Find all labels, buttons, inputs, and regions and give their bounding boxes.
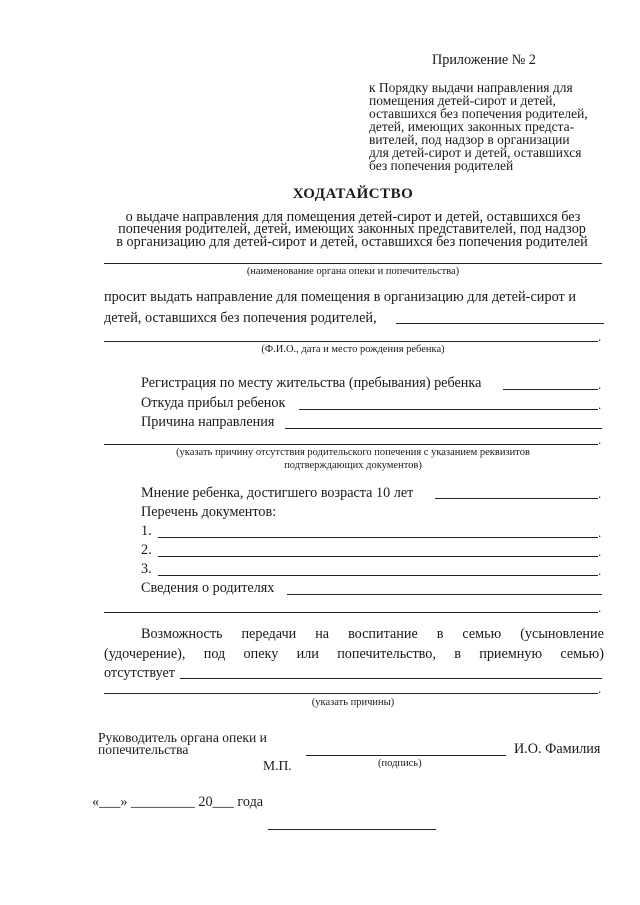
appendix-ref-line: детей, имеющих законных предста- [369, 119, 575, 134]
registration-label: Регистрация по месту жительства (пребывания) ребенка [141, 375, 482, 391]
appendix-ref-line: вителей, под надзор в организации [369, 132, 570, 147]
document-item-number: 2. [141, 542, 152, 558]
parents-field[interactable] [287, 594, 602, 595]
appendix-ref-line: без попечения родителей [369, 158, 514, 173]
arrived-from-label: Откуда прибыл ребенок [141, 395, 286, 411]
reasons-caption: (указать причины) [311, 697, 395, 708]
subtitle-line: в организацию для детей-сирот и детей, оставшихся без попечения родителей [116, 234, 588, 250]
document-item-number: 3. [141, 561, 152, 577]
reason-continuation-field[interactable] [104, 444, 598, 445]
head-title-line-1: Руководитель органа опеки и [98, 730, 267, 745]
opinion-field[interactable] [435, 498, 598, 499]
reason-caption-1: (указать причину отсутствия родительского попечения с указанием реквизитов [176, 447, 530, 458]
appendix-title: Приложение № 2 [432, 52, 536, 68]
request-continuation-field[interactable] [396, 323, 604, 324]
signature-caption: (подпись) [378, 758, 422, 769]
bottom-rule [268, 829, 436, 830]
appendix-ref-line: для детей-сирот и детей, оставшихся [369, 145, 582, 160]
reason-field[interactable] [285, 428, 602, 429]
parents-label: Сведения о родителях [141, 580, 275, 596]
document-item-field[interactable] [158, 575, 598, 576]
request-line-1: просит выдать направление для помещения в организацию для детей-сирот и [104, 289, 577, 305]
reason-caption-2: подтверждающих документов) [284, 460, 422, 471]
documents-label: Перечень документов: [141, 504, 277, 520]
family-reason-continuation-field[interactable] [104, 693, 598, 694]
family-line-1: Возможность передачи на воспитание в семью (усыновление [141, 626, 604, 642]
date-day-blank[interactable]: ___ [99, 794, 121, 810]
reason-label: Причина направления [141, 414, 275, 430]
date-month-blank[interactable]: _________ [131, 794, 195, 810]
signature-field[interactable] [306, 755, 506, 756]
appendix-ref-line: помещения детей-сирот и детей, [369, 93, 556, 108]
document-item-number: 1. [141, 523, 152, 539]
head-title-line-2: попечительства [98, 742, 189, 757]
parents-continuation-field[interactable] [104, 612, 598, 613]
document-item-field[interactable] [158, 556, 598, 557]
opinion-label: Мнение ребенка, достигшего возраста 10 лет [141, 485, 414, 501]
subtitle-line: о выдаче направления для помещения детей-сирот и детей, оставшихся без [125, 209, 581, 225]
appendix-ref-line: оставшихся без попечения родителей, [369, 106, 588, 121]
document-title: ХОДАТАЙСТВО [292, 186, 414, 202]
subtitle-line: попечения родителей, детей, имеющих законных представителей, под надзор [118, 221, 586, 237]
arrived-from-field[interactable] [299, 409, 598, 410]
family-line-3: отсутствует [104, 665, 175, 681]
child-info-caption: (Ф.И.О., дата и место рождения ребенка) [261, 344, 445, 355]
date-line[interactable]: «___» _________ 20___ года [92, 794, 264, 810]
stamp-label: М.П. [263, 758, 292, 773]
registration-field[interactable] [503, 389, 598, 390]
family-reason-field[interactable] [180, 678, 602, 679]
authority-caption: (наименование органа опеки и попечительства) [246, 266, 460, 277]
official-name: И.О. Фамилия [514, 741, 601, 757]
appendix-ref-line: к Порядку выдачи направления для [369, 80, 573, 95]
request-line-2: детей, оставшихся без попечения родителей, [104, 310, 377, 326]
date-year-blank[interactable]: ___ [212, 794, 234, 810]
document-page: Приложение № 2 к Порядку выдачи направления для помещения детей-сирот и детей, оставшихся без попечения родителей, детей, имеющих законных предста- вителей, под надзор в организации для детей-сирот и детей, оставшихся без попечения родителей ХОДАТАЙСТВО о выдаче направления для помещения детей-сирот и детей, оставшихся без попечения родителей, детей, имеющих законных представителей, под надзор в организацию для детей-сирот и детей, оставшихся без попечения родителей (наименование органа опеки и попечительства) просит выдать направление для помещения в организацию для детей-сирот и детей, оставшихся без попечения родителей, . (Ф.И.О., дата и место рождения ребенка) Регистрация по месту жительства (пребывания) ребенка . Откуда прибыл ребенок . Причина направления . (указать причину отсутствия родительского попечения с указанием реквизитов подтверждающих документов) Мнение ребенка, достигшего возраста 10 лет . Перечень документов: 1. . 2. . 3. . Сведения о родителях . Возможность передачи на воспитание в семью (усыновление (удочерение), под опеку или попечительство, в приемную семью) отсутствует . (указать причины) Руководитель органа опеки и попечительства И.О. Фамилия М.П. (подпись) «___» _________ 20___ года [0, 0, 640, 905]
child-info-field[interactable] [104, 341, 598, 342]
document-item-field[interactable] [158, 537, 598, 538]
family-line-2: (удочерение), под опеку или попечительство, в приемную семью) [104, 646, 604, 662]
authority-name-field[interactable] [104, 263, 602, 264]
